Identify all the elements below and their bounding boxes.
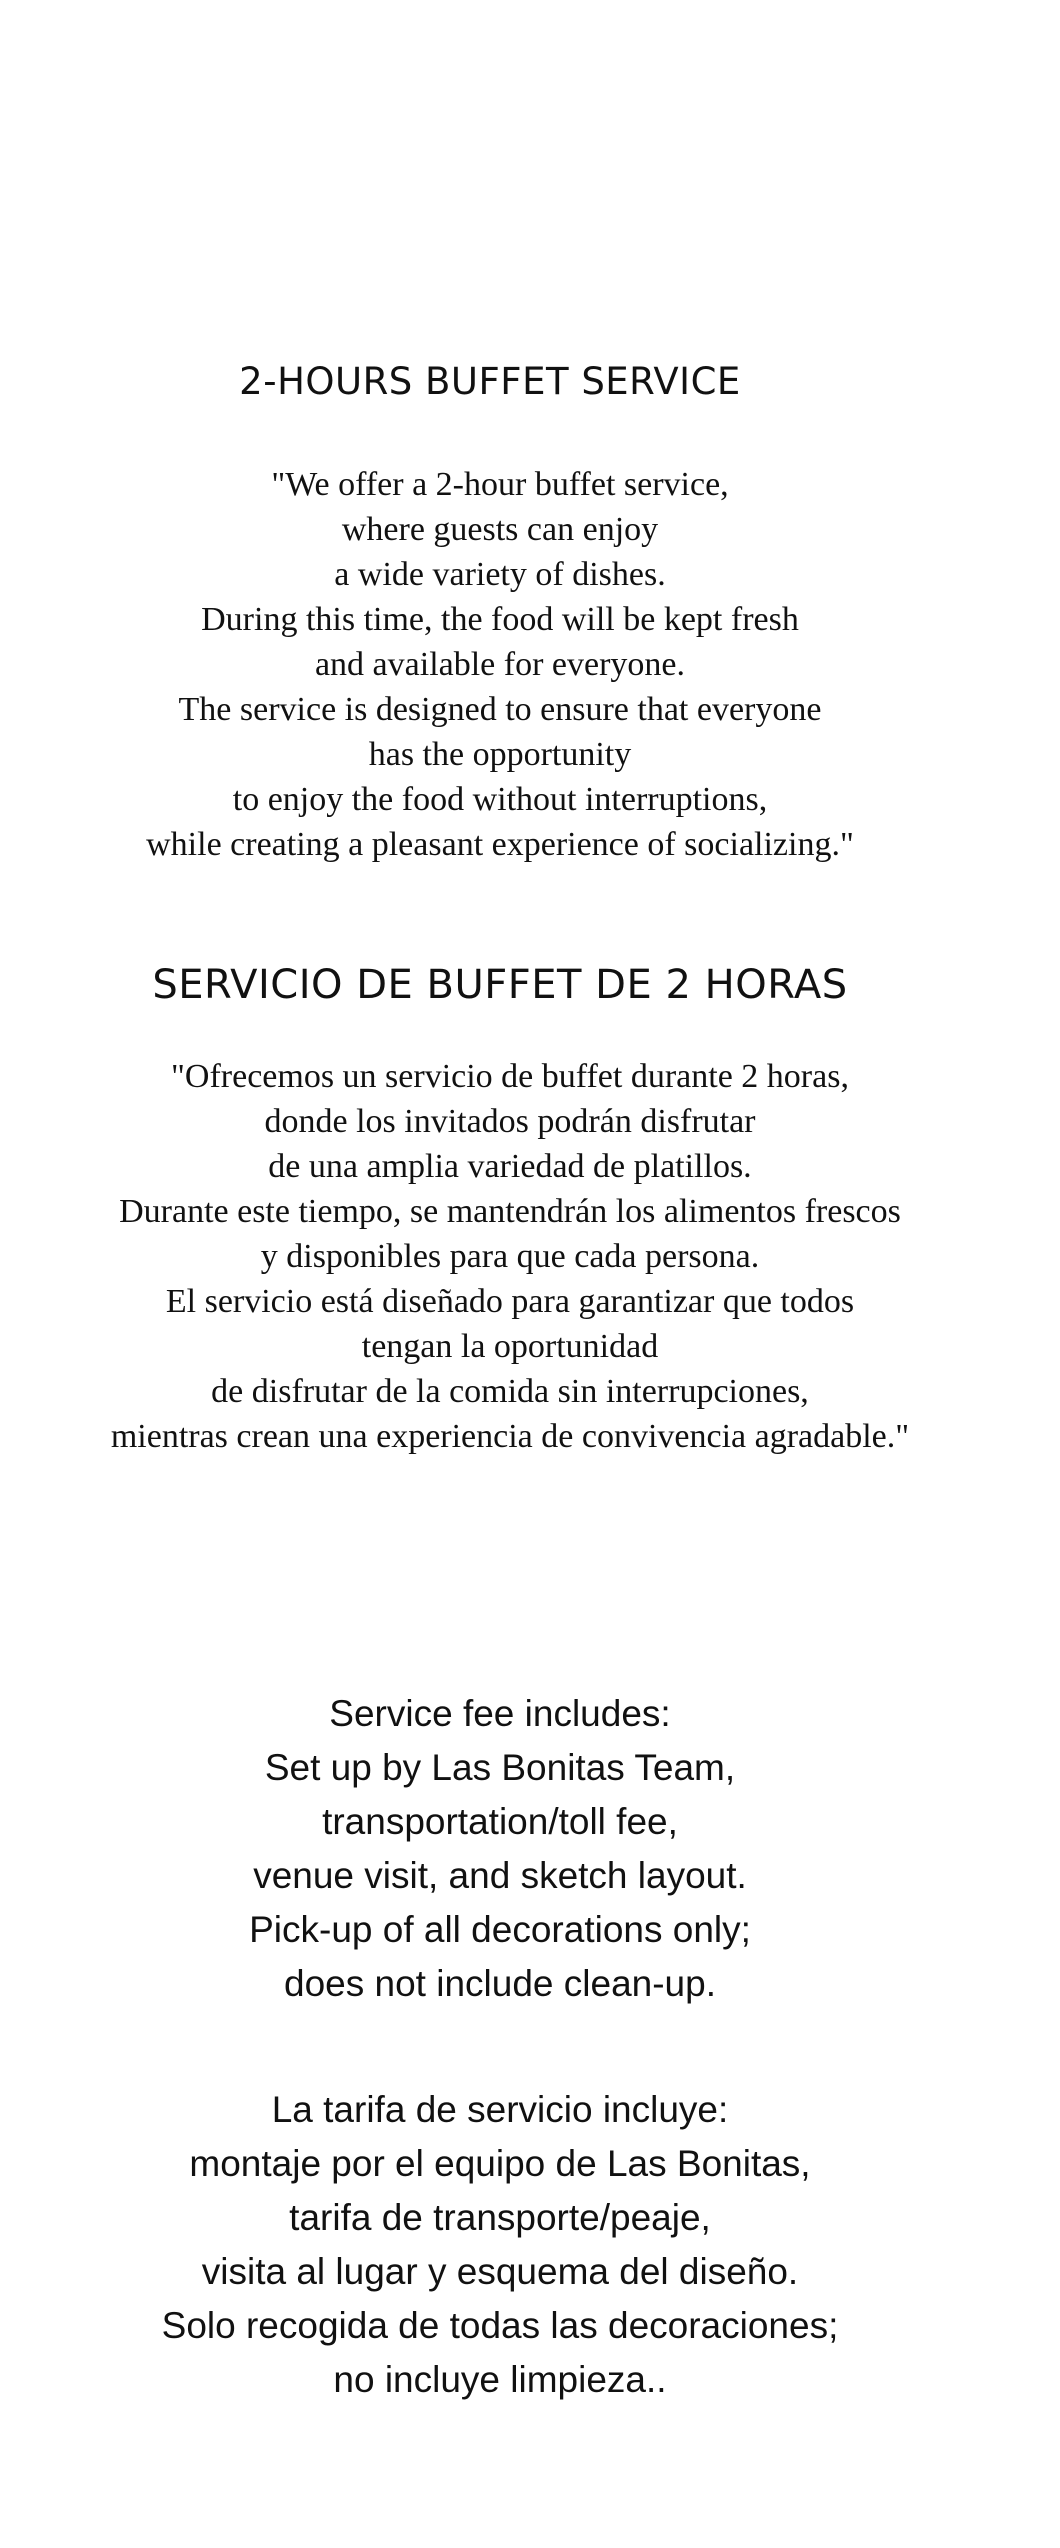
spanish-description	[20, 1054, 1000, 1459]
english-line: and available for everyone.	[314, 646, 686, 683]
spanish-heading: SERVICIO DE BUFFET DE 2 HORAS	[152, 962, 848, 1008]
spanish-line: donde los invitados podrán disfrutar	[264, 1103, 756, 1140]
service-fee-line: venue visit, and sketch layout.	[253, 1855, 747, 1896]
spanish-line: "Ofrecemos un servicio de buffet durante 2 horas,	[171, 1058, 849, 1095]
spanish-line: de una amplia variedad de platillos.	[268, 1148, 752, 1185]
service-fee-line: does not include clean-up.	[284, 1963, 716, 2004]
spanish-line: de disfrutar de la comida sin interrupciones,	[211, 1373, 809, 1410]
service-fee-line: La tarifa de servicio incluye:	[271, 2089, 729, 2130]
service-fee-line: no incluye limpieza..	[333, 2359, 667, 2400]
english-heading: 2-HOURS BUFFET SERVICE	[239, 360, 741, 403]
english-line: "We offer a 2-hour buffet service,	[271, 466, 729, 503]
english-line: to enjoy the food without interruptions,	[232, 781, 768, 818]
service-fee-line: Service fee includes:	[329, 1693, 671, 1734]
service-fee-line: montaje por el equipo de Las Bonitas,	[189, 2143, 811, 2184]
spanish-line: mientras crean una experiencia de convivencia agradable."	[110, 1418, 910, 1455]
spanish-line: Durante este tiempo, se mantendrán los alimentos frescos	[119, 1193, 901, 1230]
service-fee-line: transportation/toll fee,	[322, 1801, 678, 1842]
service-fee-line: visita al lugar y esquema del diseño.	[201, 2251, 799, 2292]
english-line: During this time, the food will be kept fresh	[201, 601, 799, 638]
spanish-line: tengan la oportunidad	[361, 1328, 659, 1365]
spanish-line: El servicio está diseñado para garantizar que todos	[165, 1283, 855, 1320]
service-fee-english	[40, 1687, 960, 2011]
english-line: a wide variety of dishes.	[334, 556, 666, 593]
english-line: where guests can enjoy	[341, 511, 659, 548]
english-line: The service is designed to ensure that everyone	[178, 691, 822, 728]
service-fee-line: Set up by Las Bonitas Team,	[264, 1747, 736, 1788]
english-line: while creating a pleasant experience of socializing."	[146, 826, 854, 863]
english-line: has the opportunity	[368, 736, 632, 773]
service-fee-line: Solo recogida de todas las decoraciones;	[161, 2305, 839, 2346]
service-fee-line: Pick-up of all decorations only;	[249, 1909, 751, 1950]
english-description	[40, 462, 960, 867]
service-fee-spanish	[20, 2083, 980, 2407]
spanish-line: y disponibles para que cada persona.	[260, 1238, 760, 1275]
service-fee-line: tarifa de transporte/peaje,	[289, 2197, 711, 2238]
